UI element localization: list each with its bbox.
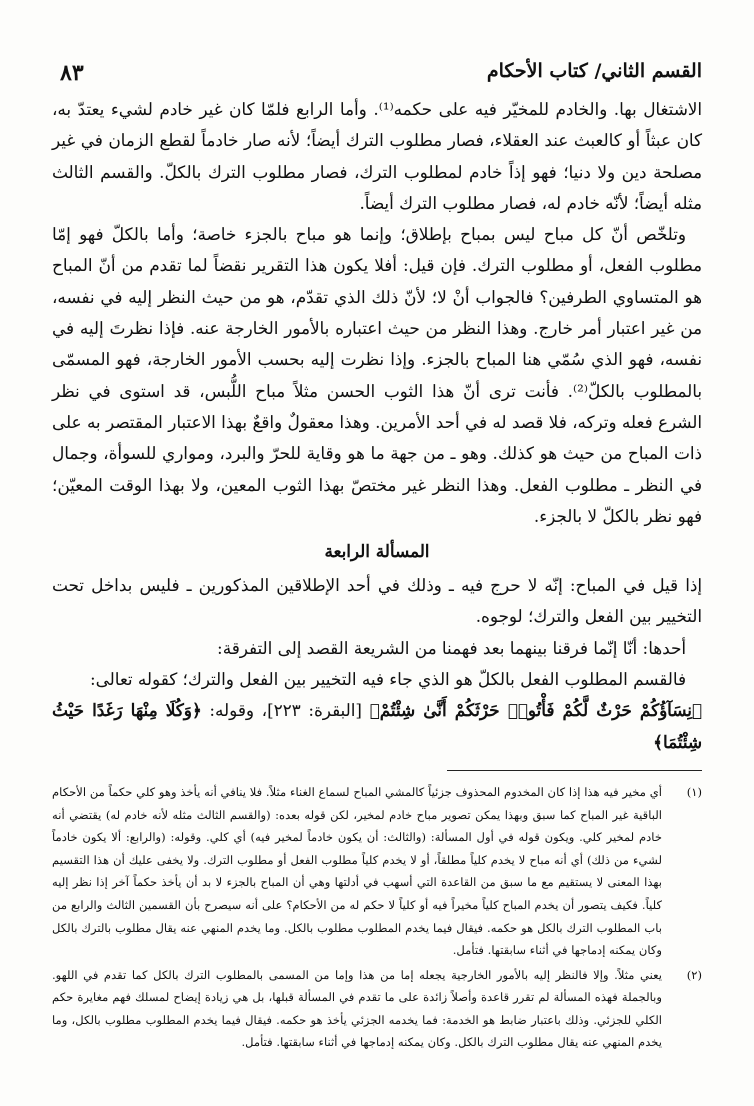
paragraph-1: الاشتغال بها. والخادم للمخيّر فيه على حكمه⁽¹⁾. وأما الرابع فلمّا كان غير خادم لشيء يعتدّ به، كان عبثاً أو كالعبث عند العقلاء، فصار مطلوب الترك أيضاً؛ لأنه صار خادماً لقطع الزمان في غير مصلحة دين ولا دنيا؛ فهو إذاً خادم لمطلوب الترك، فصار مطلوب الترك بالكلّ. والقسم الثالث مثله أيضاً؛ لأنّه خادم له، فصار مطلوب الترك أيضاً. [52,99,702,213]
footnotes [52,781,702,1054]
footnote-text: أي مخير فيه هذا إذا كان المخدوم المحذوف جزئياً كالمشي المباح لسماع الغناء مثلاً. فلا ينافي أنه يأخذ وهو كلي حكماً من الأحكام الباقية غير المباح كما سبق وبهذا يمكن تصوير مباح خادم لمخير، لكن قوله بعده: (والقسم الثالث مثله لأنه خادم له) يقتضي أنه خادم لمخير كلي. ويكون قوله في أول المسألة: (والثالث: أن يكون خادماً لمخير فيه) أي كلي. وقوله: (والرابع: ألا يكون خادماً لشيء من ذلك) أي أنه مباح لا يخدم كلياً مطلقاً، أو لا يخدم كلياً مطلوب الفعل أو مطلوب الترك. ولا يخفى عليك أن هذا التقسيم بهذا المعنى لا يستقيم مع ما سبق من القاعدة التي أسهب في أدلتها وهي أن المباح بالجزء لا بد أن يأخذ حكماً آخر إذا نظر إليه كلياً. فكيف يتصور أن يخدم المباح كلياً مخيراً فيه أو كلياً لا حكم له من الأحكام؟ على أنه سيصرح بأن القسمين الثالث والرابع من باب المطلوب الترك بالكل هو حكمه. فيقال فيما يخدم المطلوب مطلوب بالكل. وما يخدم المنهي عنه يقال مطلوب بالترك بالكل وكان يمكنه إدماجها في أثناء سابقتها. فتأمل. [52,784,662,958]
paragraph-3: إذا قيل في المباح: إنّه لا حرج فيه ـ وذلك في أحد الإطلاقين المذكورين ـ فليس بداخل تحت التخيير بين الفعل والترك؛ لوجوه. [52,575,702,627]
paragraph-2: وتلخّص أنّ كل مباح ليس بمباح بإطلاق؛ وإنما هو مباح بالجزء خاصة؛ وأما بالكلّ فهو إمّا مطلوب الفعل، أو مطلوب الترك. فإن قيل: أفلا يكون هذا التقرير نقضاً لما تقدم من أنّ المباح هو المتساوي الطرفين؟ فالجواب أنْ لا؛ لأنّ ذلك الذي تقدّم، هو من حيث النظر إليه في نفسه، من غير اعتبار أمر خارج. وهذا النظر من حيث اعتباره بالأمور الخارجة عنه. فإذا نظرتَ إليه في نفسه، فهو الذي سُمّي هنا المباح بالجزء. وإذا نظرت إليه بحسب الأمور الخارجة، فهو المسمّى بالمطلوب بالكلّ⁽²⁾. فأنت ترى أنّ هذا الثوب الحسن مثلاً مباح اللُّبس، قد استوى في نظر الشرع فعله وتركه، فلا قصد له في أحد الأمرين. وهذا معقولٌ واقعٌ بهذا الاعتبار المقتصر به على ذات المباح من حيث هو كذلك. وهو ـ من جهة ما هو وقاية للحرّ والبرد، ومواري للسوأة، وجمال في النظر ـ مطلوب الفعل. وهذا النظر غير مختصّ بهذا الثوب المعين، ولا بهذا الوقت المعيّن؛ فهو نظر بالكلّ لا بالجزء. [52,224,703,526]
quran-verse-2: ﴿وَكُلَا مِنْهَا رَغَدًا حَيْثُ شِئْتُمَا﴾ [52,700,702,752]
quran-verse-1: ﴿نِسَآؤُكُمْ حَرْثٌ لَّكُمْ فَأْتُوا۟ حَرْثَكُمْ أَنَّىٰ شِئْتُمْ﴾ [369,700,703,721]
footnote-1 [52,781,702,962]
page-number: ٨٣ [60,60,84,86]
quran-line [52,695,702,758]
book-page [52,60,702,1090]
paragraph-5: فالقسم المطلوب الفعل بالكلّ هو الذي جاء فيه التخيير بين الفعل والترك؛ كقوله تعالى: [89,669,686,690]
paragraph-4: أحدها: أنّا إنّما فرقنا بينهما بعد فهمنا من الشريعة القصد إلى التفرقة: [217,637,686,658]
footnote-divider [447,770,702,771]
footnote-number: (١) [686,784,702,799]
section-title: المسألة الرابعة [324,541,430,562]
page-header [52,60,702,94]
footnote-text: يعني مثلاً. وإلا فالنظر إليه بالأمور الخارجية يجعله إما من هذا وإما من المسمى بالمطلوب الترك بالكل كما تقدم في اللهو. وبالجملة فهذه المسألة لم تقرر قاعدة وأصلاً زائدة على ما تقدم في المسألة قبلها، بل هي زيادة إيضاح لمسلك فهم مغايرة حكم الكلي للجزئي. وذلك باعتبار ضابط هو الخدمة: فما يخدمه الجزئي يأخذ هو حكمه. فيقال فيما يخدم المطلوب مطلوب بالكل، وما يخدم المنهي عنه يقال مطلوب الترك بالكل. وكان يمكنه إدماجها في أثناء سابقتها. فتأمل. [52,967,662,1050]
footnote-number: (٢) [686,967,702,982]
footnote-2 [52,964,702,1054]
main-text [52,94,702,758]
quran-citation: [البقرة: ٢٢٣]، وقوله: [209,700,362,721]
running-header-title: القسم الثاني/ كتاب الأحكام [486,60,702,82]
